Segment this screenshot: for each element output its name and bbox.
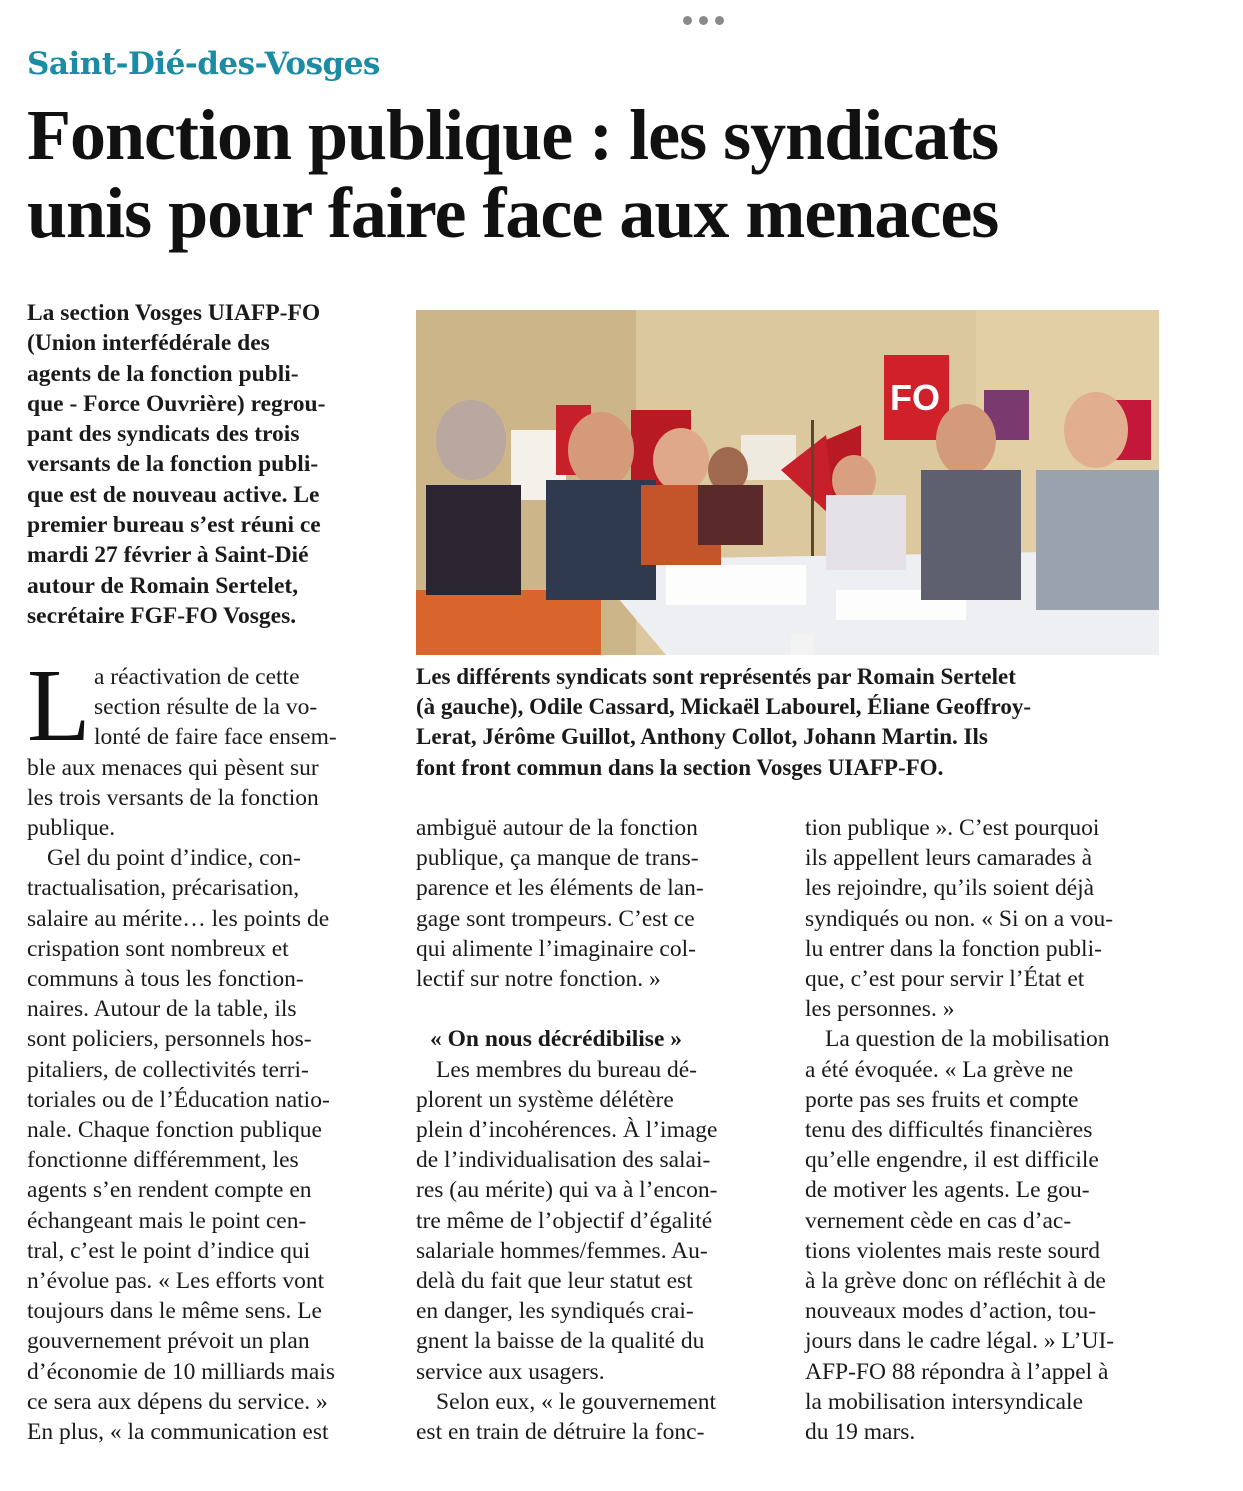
body-line: tion publique ». C’est pourquoi [805,815,1100,841]
body-line: La question de la mobilisation [825,1026,1110,1053]
body-line: fonctionne différemment, les [27,1147,299,1174]
body-line: tions violentes mais reste sourd [805,1237,1101,1264]
body-line: toujours dans le même sens. Le [27,1298,322,1325]
body-line: naires. Autour de la table, ils [27,996,297,1023]
fo-poster-text: FO [890,377,940,418]
body-line: échangeant mais le point cen- [27,1207,307,1234]
body-line: ce sera aux dépens du service. » [27,1388,328,1415]
body-line: du 19 mars. [805,1419,916,1446]
lead-line: secrétaire FGF-FO Vosges. [27,602,297,629]
body-line: est en train de détruire la fonc- [416,1419,705,1446]
body-line: crispation sont nombreux et [27,935,289,962]
body-line: lonté de faire face ensem- [94,724,337,751]
body-line: les rejoindre, qu’ils soient déjà [805,875,1095,902]
body-line: tractualisation, précarisation, [27,875,300,902]
body-line: nale. Chaque fonction publique [27,1117,322,1144]
body-line: tenu des difficultés financières [805,1117,1093,1144]
lead-line: (Union interfédérale des [27,330,270,357]
body-line: syndiqués ou non. « Si on a vou- [805,905,1114,932]
body-line: porte pas ses fruits et compte [805,1086,1079,1113]
headline-line: Fonction publique : les syndicats [27,95,999,175]
lead-line: pant des syndicats des trois [27,421,300,448]
article-column-3 [805,813,1165,1447]
body-line: de motiver les agents. Le gou- [805,1177,1090,1204]
body-line: tre même de l’objectif d’égalité [416,1207,713,1234]
body-line: res (au mérite) qui va à l’encon- [416,1177,718,1204]
body-line: lu entrer dans la fonction publi- [805,935,1102,962]
body-line: a été évoquée. « La grève ne [805,1056,1074,1083]
drop-cap: L [27,648,91,763]
body-line: Les membres du bureau dé- [436,1056,698,1083]
body-line: d’économie de 10 milliards mais [27,1358,336,1385]
body-line: les trois versants de la fonction [27,784,319,811]
body-line: communs à tous les fonction- [27,966,304,993]
lead-paragraph [27,298,392,631]
lead-line: autour de Romain Sertelet, [27,572,299,599]
body-line: de l’individualisation des salai- [416,1147,711,1174]
body-line: delà du fait que leur statut est [416,1268,693,1295]
body-line: lectif sur notre fonction. » [416,966,661,993]
body-line: ils appellent leurs camarades à [805,845,1093,872]
lead-line: versants de la fonction publi- [27,451,319,478]
body-line: plein d’incohérences. À l’image [416,1117,718,1144]
photo-caption [416,662,1166,783]
intertitle: « On nous décrédibilise » [430,1026,683,1053]
body-line: toriales ou de l’Éducation natio- [27,1086,330,1113]
section-kicker: Saint-Dié-des-Vosges [27,46,380,82]
body-line: parence et les éléments de lan- [416,875,704,902]
article-photo [416,310,1159,655]
body-line: sont policiers, personnels hos- [27,1026,312,1053]
body-line: qu’elle engendre, il est difficile [805,1147,1099,1174]
body-line: En plus, « la communication est [27,1419,329,1446]
body-line: pitaliers, de collectivités terri- [27,1056,309,1083]
body-line: à la grève donc on réfléchit à de [805,1268,1106,1295]
body-line: les personnes. » [805,996,955,1023]
lead-line: que - Force Ouvrière) regrou- [27,390,326,417]
lead-line: premier bureau s’est réuni ce [27,512,321,539]
body-line: salariale hommes/femmes. Au- [416,1237,708,1264]
article-column-2 [416,813,776,1447]
body-line: la mobilisation intersyndicale [805,1388,1084,1415]
body-line: qui alimente l’imaginaire col- [416,935,696,962]
body-line: publique. [27,815,116,842]
body-line: agents s’en rendent compte en [27,1177,312,1204]
body-line: service aux usagers. [416,1358,605,1385]
body-line: plorent un système délétère [416,1086,674,1113]
body-line: nouveaux modes d’action, tou- [805,1298,1097,1325]
lead-line: La section Vosges UIAFP-FO [27,300,321,326]
lead-line: que est de nouveau active. Le [27,481,320,508]
lead-line: mardi 27 février à Saint-Dié [27,542,309,569]
caption-line: Les différents syndicats sont représentés par Romain Sertelet [416,664,1016,689]
body-line: gouvernement prévoit un plan [27,1328,310,1355]
body-line: Selon eux, « le gouvernement [436,1388,716,1415]
spacer [416,994,776,1024]
caption-line: Lerat, Jérôme Guillot, Anthony Collot, Johann Martin. Ils [416,724,988,750]
body-line: jours dans le cadre légal. » L’UI- [805,1328,1115,1355]
body-line: AFP-FO 88 répondra à l’appel à [805,1358,1109,1385]
body-line: section résulte de la vo- [94,694,318,721]
article-column-1 [27,648,387,1447]
page-title [27,96,1227,252]
body-line: a réactivation de cette [94,664,300,690]
body-line: ble aux menaces qui pèsent sur [27,754,319,781]
lead-line: agents de la fonction publi- [27,360,299,387]
more-options-icon[interactable] [683,16,724,25]
headline-line: unis pour faire face aux menaces [27,173,999,253]
body-line: n’évolue pas. « Les efforts vont [27,1268,325,1295]
body-line: vernement cède en cas d’ac- [805,1207,1072,1234]
body-line: salaire au mérite… les points de [27,905,330,932]
caption-line: (à gauche), Odile Cassard, Mickaël Labourel, Éliane Geoffroy- [416,694,1032,720]
body-line: gnent la baisse de la qualité du [416,1328,705,1355]
body-line: en danger, les syndiqués crai- [416,1298,694,1325]
meeting-photo-illustration [416,310,1159,655]
body-line: Gel du point d’indice, con- [47,845,301,872]
body-line: ambiguë autour de la fonction [416,815,698,841]
body-line: tral, c’est le point d’indice qui [27,1237,311,1264]
body-line: publique, ça manque de trans- [416,845,699,872]
caption-line: font front commun dans la section Vosges UIAFP-FO. [416,754,944,780]
body-line: que, c’est pour servir l’État et [805,966,1085,993]
body-line: gage sont trompeurs. C’est ce [416,905,695,932]
